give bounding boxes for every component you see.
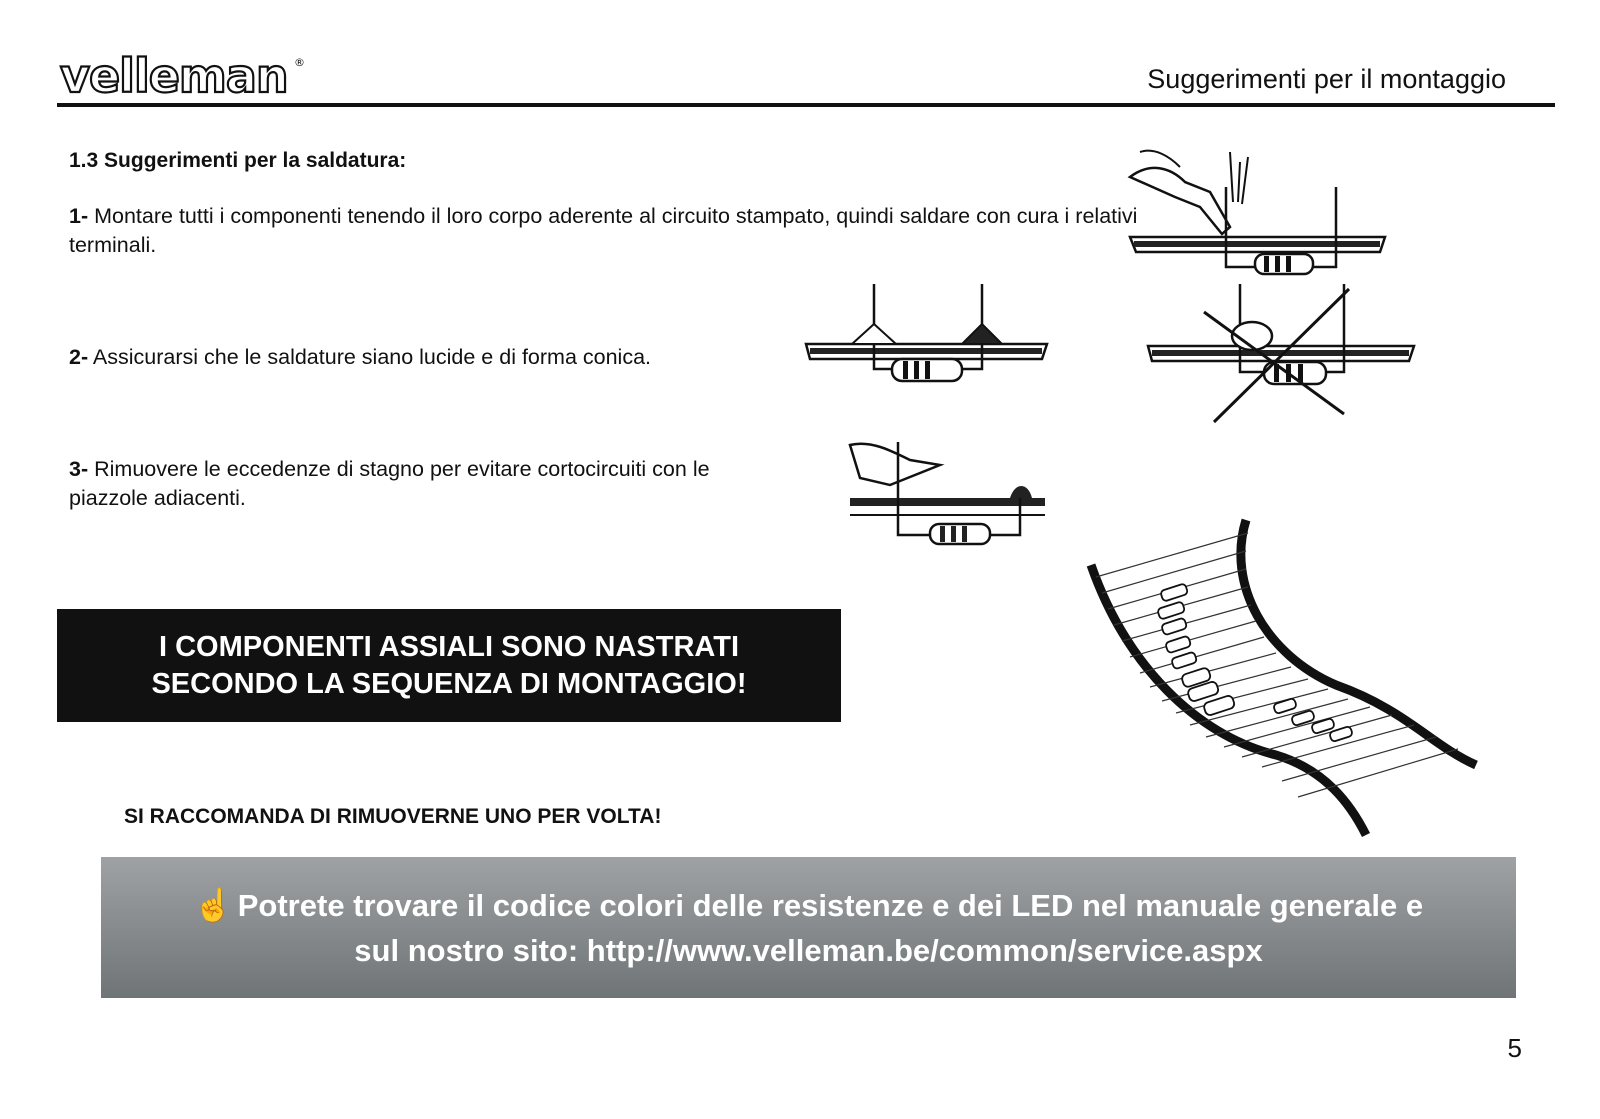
page-number: 5 <box>1507 1033 1522 1063</box>
soldering-iron-illustration <box>1130 142 1410 282</box>
notice-line-2: sul nostro sito: http://www.velleman.be/common/service.aspx <box>354 932 1263 968</box>
banner-line-1: I COMPONENTI ASSIALI SONO NASTRATI <box>158 630 739 663</box>
step-number: 1- <box>69 204 89 228</box>
svg-text:®: ® <box>294 56 305 69</box>
step-text: Montare tutti i componenti tenendo il loro corpo aderente al circuito stampato, quindi saldare con cura i relativi terminali. <box>69 204 1138 257</box>
step-1 <box>69 202 1139 260</box>
taped-components-illustration <box>1086 515 1486 845</box>
color-code-notice <box>101 857 1516 998</box>
recommendation-text: SI RACCOMANDA DI RIMUOVERNE UNO PER VOLTA! <box>124 805 662 828</box>
taped-components-banner <box>57 609 841 722</box>
step-3 <box>69 455 769 513</box>
notice-line-1: Potrete trovare il codice colori delle resistenze e dei LED nel manuale generale e <box>237 887 1424 923</box>
step-text: Rimuovere le eccedenze di stagno per evitare cortocircuiti con le piazzole adiacenti. <box>69 457 710 510</box>
banner-line-2: SECONDO LA SEQUENZA DI MONTAGGIO! <box>151 667 747 700</box>
desolder-illustration <box>850 440 1050 555</box>
header-divider <box>57 103 1555 107</box>
page-title: Suggerimenti per il montaggio <box>1147 64 1506 94</box>
velleman-logo <box>58 49 308 103</box>
section-heading: 1.3 Suggerimenti per la saldatura: <box>69 149 407 172</box>
bad-solder-joint-illustration <box>1144 284 1424 424</box>
step-number: 3- <box>69 457 89 481</box>
step-text: Assicurarsi che le saldature siano lucide e di forma conica. <box>92 345 651 369</box>
pointing-hand-icon: ☝ <box>193 886 234 923</box>
step-2 <box>69 343 651 372</box>
svg-text:velleman: velleman <box>60 49 288 103</box>
good-solder-joint-illustration <box>802 284 1052 394</box>
step-number: 2- <box>69 345 89 369</box>
